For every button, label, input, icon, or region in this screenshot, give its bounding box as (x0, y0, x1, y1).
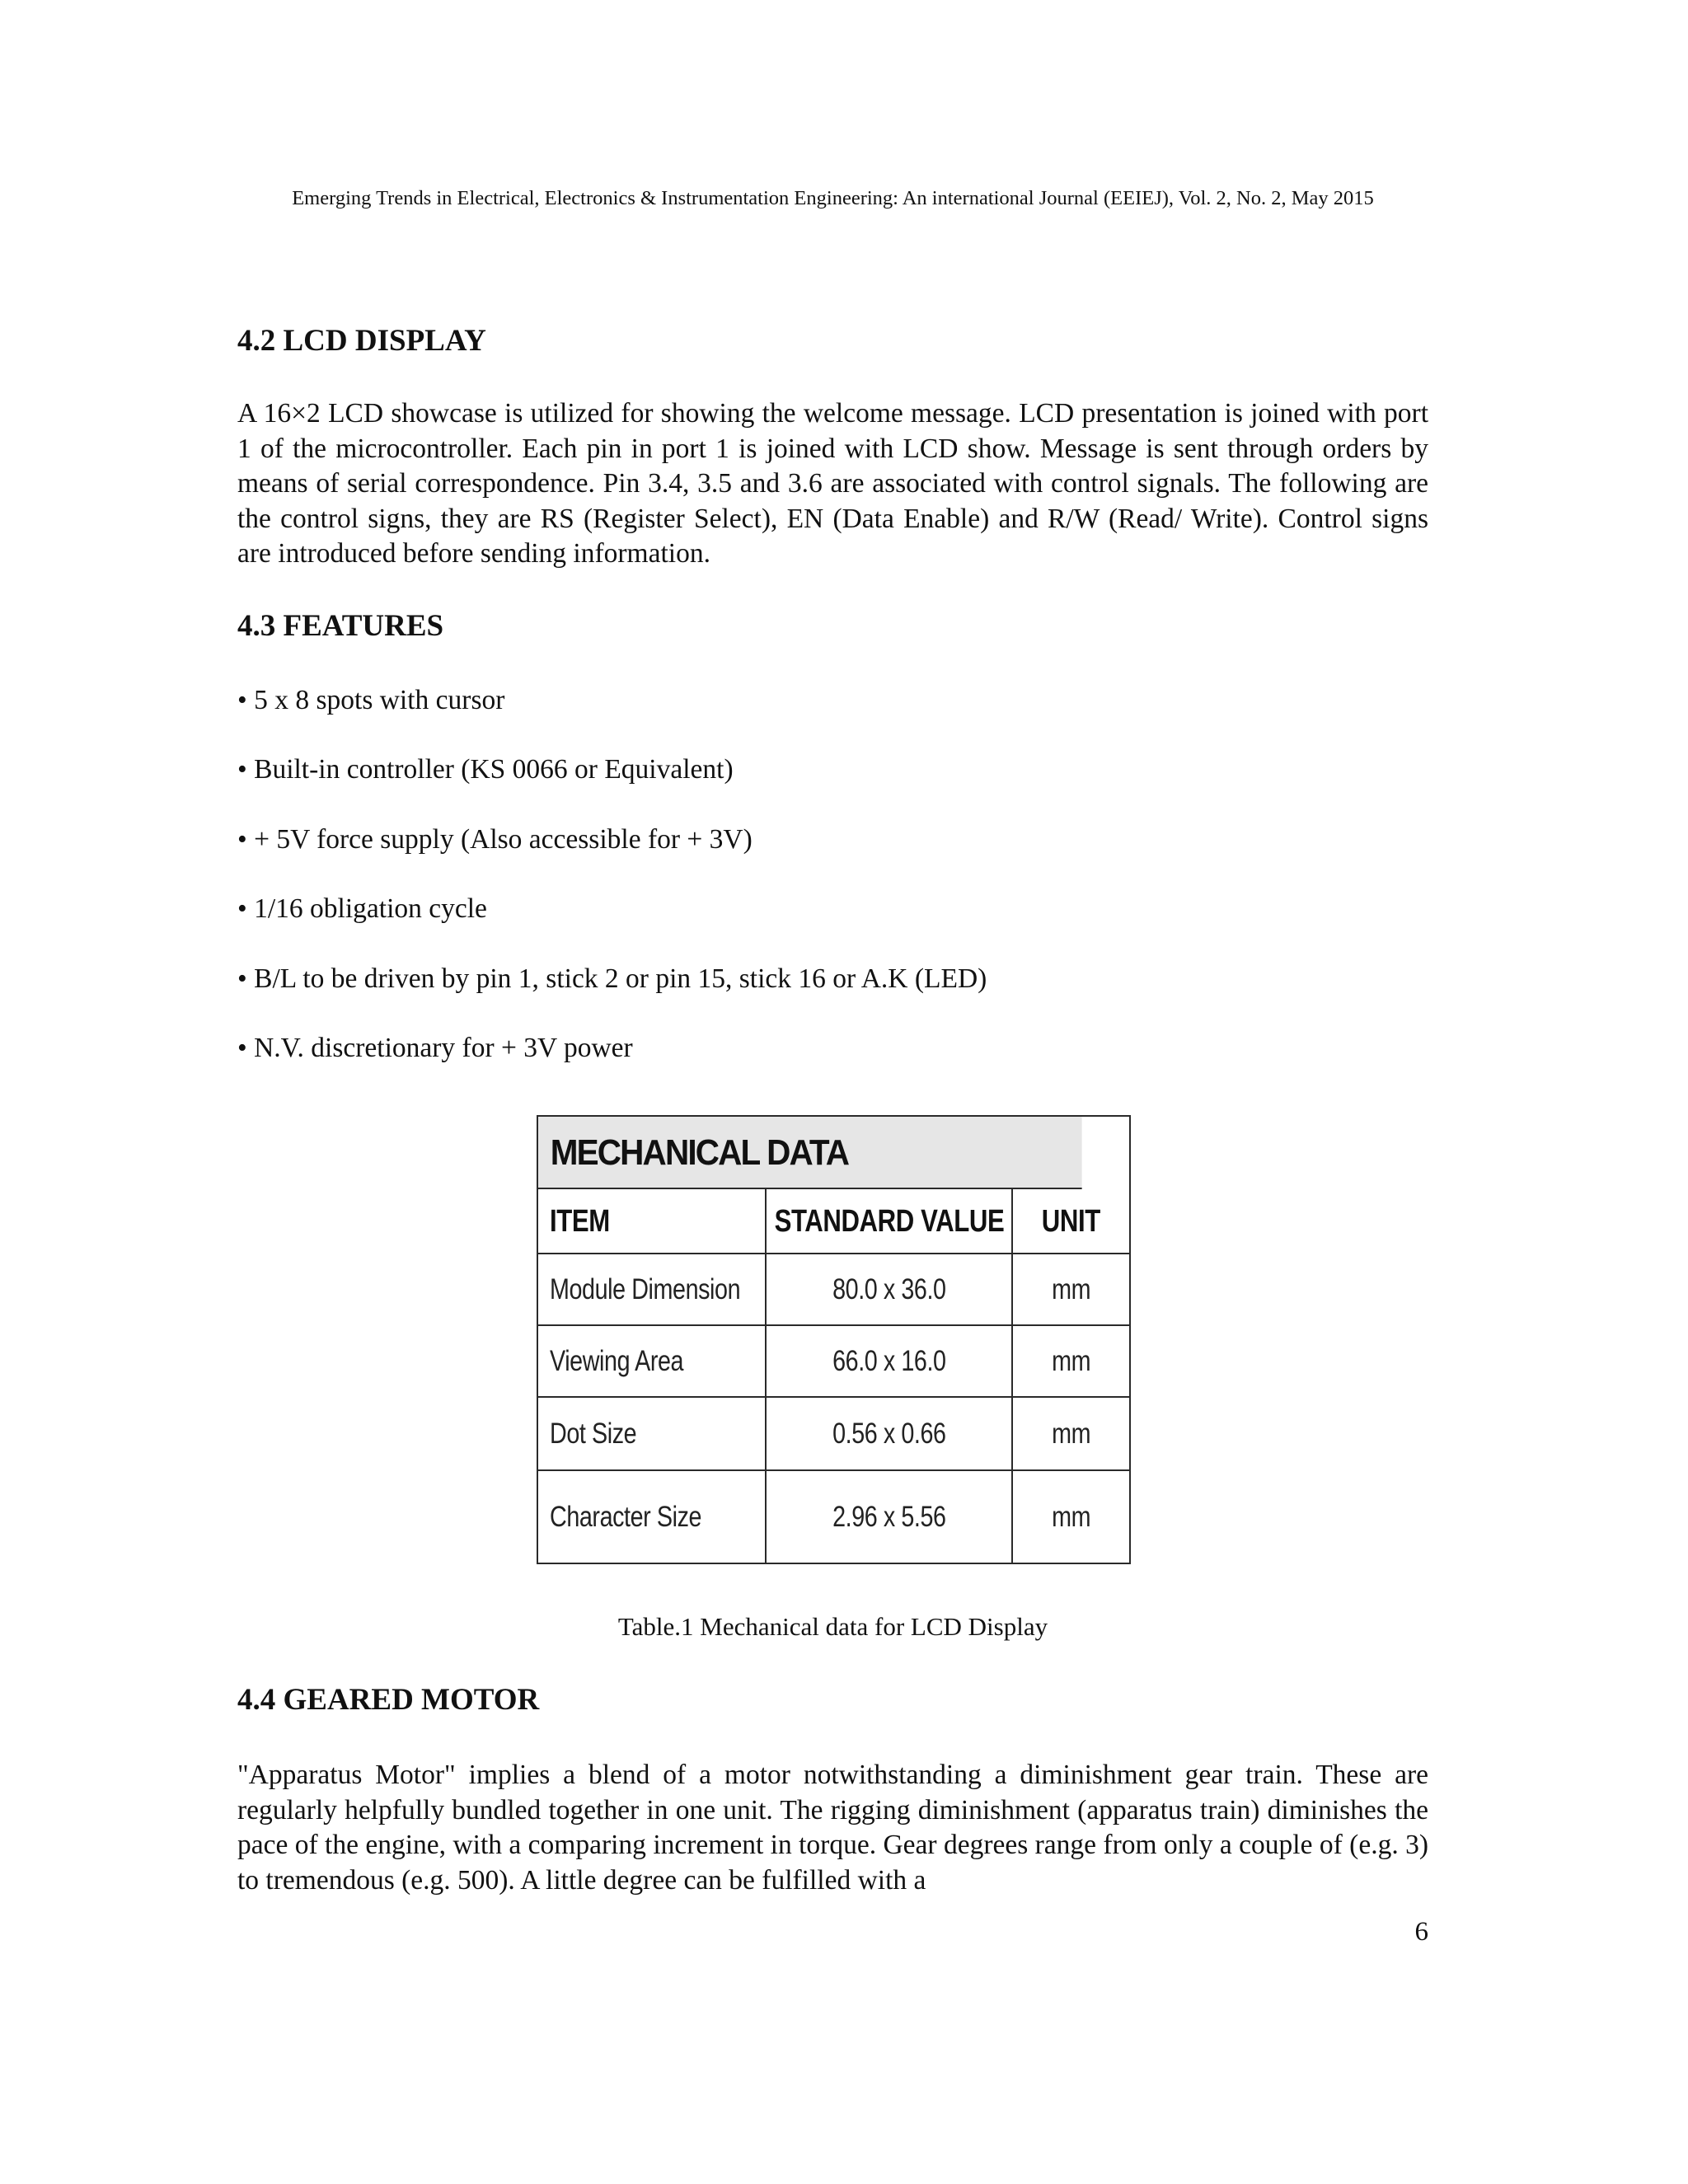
feature-item: • B/L to be driven by pin 1, stick 2 or pin 15, stick 16 or A.K (LED) (237, 963, 987, 994)
table-caption: Table.1 Mechanical data for LCD Display (617, 1612, 1048, 1641)
table-cell-unit: mm (1052, 1344, 1090, 1377)
running-header: Emerging Trends in Electrical, Electronics & Instrumentation Engineering: An international Journal (EEIEJ), Vol. 2, No. 2, May 2015 (292, 187, 1374, 209)
feature-item: • 5 x 8 spots with cursor (237, 685, 505, 715)
table-cell-value: 2.96 x 5.56 (832, 1500, 946, 1533)
table-cell-item: Character Size (550, 1500, 702, 1533)
section-heading-features: 4.3 FEATURES (237, 609, 444, 643)
table-header-item: ITEM (550, 1204, 610, 1239)
table-cell-item: Module Dimension (550, 1272, 741, 1305)
table-header-unit: UNIT (1041, 1204, 1101, 1239)
table-cell-value: 0.56 x 0.66 (832, 1417, 946, 1450)
section-heading-geared-motor: 4.4 GEARED MOTOR (237, 1683, 540, 1717)
table-cell-unit: mm (1052, 1272, 1090, 1305)
section-heading-lcd-display: 4.2 LCD DISPLAY (237, 324, 486, 358)
page-number: 6 (1414, 1917, 1428, 1947)
table-cell-unit: mm (1052, 1417, 1090, 1450)
feature-item: • + 5V force supply (Also accessible for + 3V) (237, 824, 753, 855)
geared-motor-paragraph: "Apparatus Motor" implies a blend of a motor notwithstanding a diminishment gear train. These are regularly helpfully bundled together in one unit. The rigging diminishment (apparatus train) diminishes the pace of the engine, with a comparing increment in torque. Gear degrees range from only a couple of (e.g. 3) to tremendous (e.g. 500). A little degree can be fulfilled with a (237, 1760, 1428, 1896)
table-cell-value: 80.0 x 36.0 (832, 1272, 946, 1305)
feature-item: • 1/16 obligation cycle (237, 893, 487, 924)
table-title: MECHANICAL DATA (538, 1117, 1082, 1189)
feature-item: • N.V. discretionary for + 3V power (237, 1033, 633, 1063)
mechanical-data-table (537, 1115, 1131, 1564)
table-cell-item: Viewing Area (550, 1344, 684, 1377)
table-cell-item: Dot Size (550, 1417, 637, 1450)
lcd-display-paragraph: A 16×2 LCD showcase is utilized for showing the welcome message. LCD presentation is joined with port 1 of the microcontroller. Each pin in port 1 is joined with LCD show. Message is sent through orders by means of serial correspondence. Pin 3.4, 3.5 and 3.6 are associated with control signals. The following are the control signs, they are RS (Register Select), EN (Data Enable) and R/W (Read/ Write). Control signs are introduced before sending information. (237, 398, 1428, 569)
table-header-standard-value: STANDARD VALUE (774, 1204, 1004, 1239)
table-cell-unit: mm (1052, 1500, 1090, 1533)
table-cell-value: 66.0 x 16.0 (832, 1344, 946, 1377)
feature-item: • Built-in controller (KS 0066 or Equivalent) (237, 754, 734, 785)
